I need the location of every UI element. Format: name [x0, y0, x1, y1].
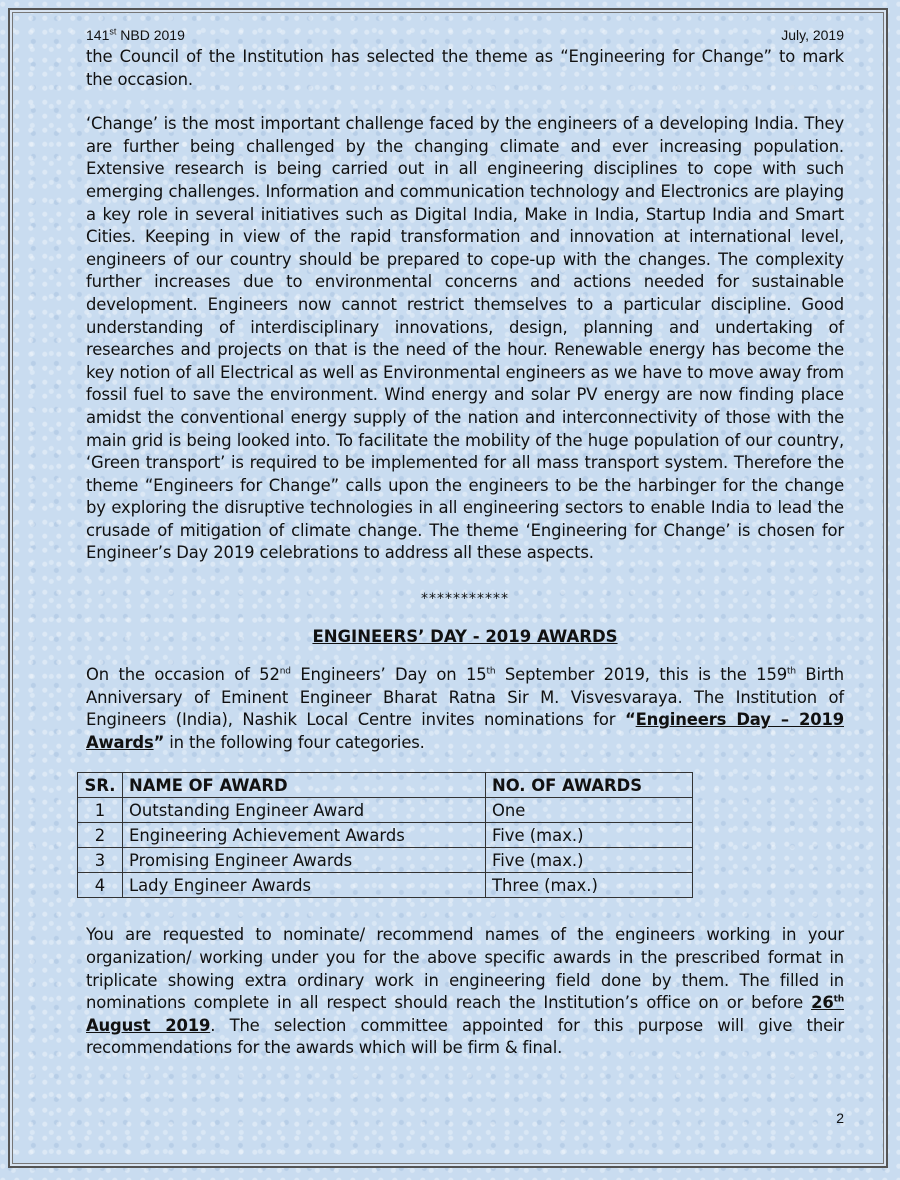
- cell-sr: 3: [78, 848, 123, 873]
- header-name: NAME OF AWARD: [123, 773, 486, 798]
- cell-sr: 4: [78, 873, 123, 898]
- awards-table: [77, 772, 693, 898]
- cell-count: One: [486, 798, 693, 823]
- cell-count: Five (max.): [486, 848, 693, 873]
- cell-count: Five (max.): [486, 823, 693, 848]
- cell-name: Outstanding Engineer Award: [123, 798, 486, 823]
- cell-name: Promising Engineer Awards: [123, 848, 486, 873]
- paragraph-intro: the Council of the Institution has selected the theme as “Engineering for Change” to mark the occasion.: [86, 47, 844, 89]
- table-row: [78, 873, 693, 898]
- table-row: [78, 798, 693, 823]
- table-row: [78, 848, 693, 873]
- table-header-row: [78, 773, 693, 798]
- header-sr: SR.: [78, 773, 123, 798]
- document-body: [86, 24, 844, 1060]
- cell-sr: 2: [78, 823, 123, 848]
- header-right: July, 2019: [781, 27, 844, 43]
- paragraph-occasion: On the occasion of 52nd Engineers’ Day on 15th September 2019, this is the 159th Birth Anniversary of Eminent Engineer Bharat Ratna Sir M. Visvesvaraya. The Institution of Engineers (India), Nashik Local Centre invites nominations for “Engineers Day – 2019 Awards” in the following four categories.: [86, 665, 845, 752]
- cell-name: Lady Engineer Awards: [123, 873, 486, 898]
- paragraph-change: ‘Change’ is the most important challenge faced by the engineers of a developing India. They are further being challenged by the changing climate and ever increasing population. Extensive research is being carried out in all engineering disciplines to cope with such emerging challenges. Information and communication technology and Electronics are playing a key role in several initiatives such as Digital India, Make in India, Startup India and Smart Cities. Keeping in view of the rapid transformation and innovation at international level, engineers of our country should be prepared to cope-up with the changes. The complexity further increases due to environmental concerns and actions needed for sustainable development. Engineers now cannot restrict themselves to a particular discipline. Good understanding of interdisciplinary innovations, design, planning and undertaking of researches and projects on that is the need of the hour. Renewable energy has become the key notion of all Electrical as well as Environmental engineers as we have to move away from fossil fuel to save the environment. Wind energy and solar PV energy are now finding place amidst the conventional energy supply of the nation and interconnectivity of those with the main grid is being looked into. To facilitate the mobility of the huge population of our country, ‘Green transport’ is required to be implemented for all mass transport system. Therefore the theme “Engineers for Change” calls upon the engineers to be the harbinger for the change by exploring the disruptive technologies in all engineering sectors to enable India to lead the crusade of mitigation of climate change. The theme ‘Engineering for Change’ is chosen for Engineer’s Day 2019 celebrations to address all these aspects.: [86, 114, 844, 563]
- paragraph-nomination: You are requested to nominate/ recommend names of the engineers working in your organization/ working under you for the above specific awards in the prescribed format in triplicate showing extra ordinary work in engineering field done by them. The filled in nominations complete in all respect should reach the Institution’s office on or before 26th August 2019. The selection committee appointed for this purpose will give their recommendations for the awards which will be firm & final.: [86, 925, 844, 1058]
- separator: ***********: [421, 591, 509, 608]
- cell-name: Engineering Achievement Awards: [123, 823, 486, 848]
- header-left: 141st NBD 2019: [86, 26, 185, 43]
- section-heading: ENGINEERS’ DAY - 2019 AWARDS: [312, 627, 618, 647]
- cell-count: Three (max.): [486, 873, 693, 898]
- deadline-date: 26th August 2019: [86, 993, 844, 1035]
- table-row: [78, 823, 693, 848]
- header-count: NO. OF AWARDS: [486, 773, 693, 798]
- page-header: [86, 24, 844, 46]
- page-number: 2: [836, 1110, 844, 1126]
- awards-title-emphasis: Engineers Day – 2019 Awards: [86, 710, 844, 752]
- cell-sr: 1: [78, 798, 123, 823]
